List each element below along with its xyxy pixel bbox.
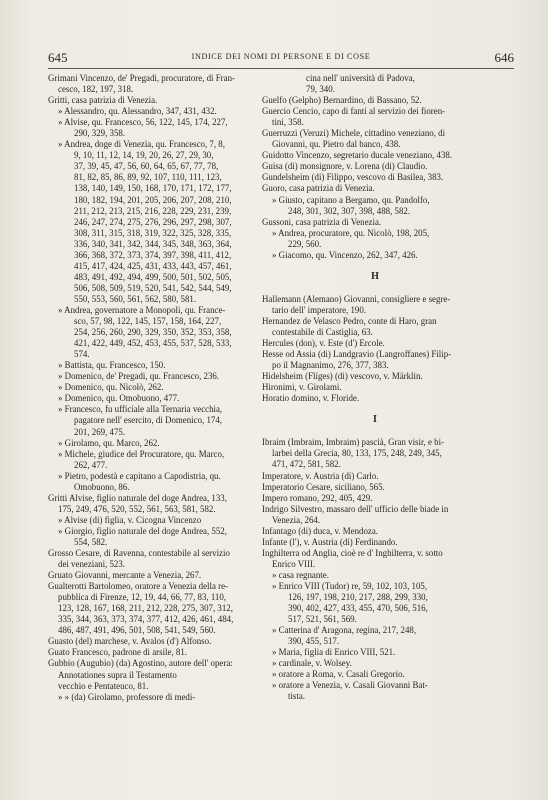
index-entry-line: Hallemann (Alemano) Giovanni, consigliere e segre- — [262, 293, 451, 304]
index-entry — [262, 316, 488, 338]
index-entry — [262, 195, 488, 217]
right-column — [262, 73, 488, 702]
index-entry-line: » Domenico, qu. Nicolò, 262. — [58, 382, 164, 393]
index-entry — [48, 581, 276, 636]
index-entry-line: tario dell' imperatore, 190. — [272, 304, 367, 315]
index-entry-line: Gritti, casa patrizia di Venezia. — [48, 95, 158, 106]
index-entry-line: Imperatorio Cesare, siciliano, 565. — [262, 481, 385, 492]
index-entry-line: po il Magnanimo, 276, 377, 383. — [272, 360, 389, 371]
index-entry-line: » Andrea, governatore a Monopoli, qu. France- — [58, 304, 226, 315]
index-entry — [48, 438, 276, 449]
index-entry-line: Guercio Cencio, capo di fanti al servizio dei fioren- — [262, 106, 446, 117]
index-entry-line: 81, 82, 85, 86, 89, 92, 107, 110, 111, 123, — [74, 172, 222, 183]
index-entry — [48, 371, 276, 382]
page-number-left: 645 — [48, 50, 68, 65]
running-title: INDICE DEI NOMI DI PERSONE E DI COSE — [191, 52, 371, 61]
index-entry-line: larbei della Grecia, 80, 133, 175, 248, 249, 345, — [272, 448, 442, 459]
index-entry — [48, 471, 276, 493]
index-entry — [262, 437, 488, 470]
index-entry — [48, 117, 276, 139]
index-entry — [48, 515, 276, 526]
index-entry-line: » Pietro, podestà e capitano a Capodistria, qu. — [58, 470, 221, 481]
index-entry-line: 335, 344, 363, 373, 374, 377, 412, 426, 461, 484, — [58, 614, 234, 625]
index-entry-line: Gruato Giovanni, mercante a Venezia, 267. — [48, 570, 202, 581]
index-entry-line: » Maria, figlia di Enrico VIII, 521. — [272, 647, 396, 658]
index-entry-line: vecchio e Pentateuco, 81. — [58, 680, 149, 691]
index-entry-line: Guato Francesco, padrone di arsile, 81. — [48, 647, 187, 658]
index-entry — [262, 217, 488, 228]
index-entry-line: Gubbio (Augubio) (da) Agostino, autore dell' opera: — [48, 658, 233, 669]
index-entry-line: Infantago (di) duca, v. Mendoza. — [262, 525, 378, 536]
index-entry-line: 9, 10, 11, 12, 14, 19, 20, 26, 27, 29, 30, — [74, 150, 214, 161]
index-entry — [262, 482, 488, 493]
index-entry-line: » Giusto, capitano a Bergamo, qu. Pandolfo, — [272, 194, 430, 205]
index-entry — [262, 548, 488, 570]
index-entry-line: 483, 491, 492, 494, 499, 500, 501, 502, 505, — [74, 271, 232, 282]
index-entry-line: » Michele, giudice del Procuratore, qu. Marco, — [58, 448, 225, 459]
index-entry-line: Impero romano, 292, 405, 429. — [262, 492, 373, 503]
index-entry-line: » Enrico VIII (Tudor) re, 59, 102, 103, 105, — [272, 580, 428, 591]
index-entry-line: 290, 329, 358. — [74, 128, 126, 139]
index-entry-line: » Domenico, de' Pregadi, qu. Francesco, 236. — [58, 371, 220, 382]
index-entry-line: Guidotto Vincenzo, segretario ducale veneziano, 438. — [262, 150, 453, 161]
index-entry-line: 517, 521, 561, 569. — [288, 614, 357, 625]
section-letter: I — [373, 414, 377, 426]
index-entry-line: Gualterotti Bartolomeo, oratore a Venezia della re- — [48, 581, 228, 592]
index-entry — [48, 360, 276, 371]
index-entry — [262, 128, 488, 150]
index-entry-line: Hesse od Assia (di) Landgravio (Langroffanes) Filip- — [262, 349, 452, 360]
index-entry-line: » oratore a Roma, v. Casali Gregorio. — [272, 669, 405, 680]
index-entry-line: 138, 140, 149, 150, 168, 170, 171, 172, 177, — [74, 183, 232, 194]
index-entry-line: Infante (l'), v. Austria (di) Ferdinando. — [262, 536, 398, 547]
index-entry-line: pubblica di Firenze, 12, 19, 44, 66, 77, 83, 110, — [58, 592, 227, 603]
index-entry — [262, 338, 488, 349]
index-entry — [262, 294, 488, 316]
index-entry-line: Gussoni, casa patrizia di Venezia. — [262, 216, 382, 227]
index-entry — [262, 625, 488, 647]
index-entry-line: » Girolamo, qu. Marco, 262. — [58, 437, 160, 448]
index-entry-line: Hernandez de Velasco Pedro, conte di Haro, gran — [262, 315, 437, 326]
index-entry — [262, 393, 488, 404]
index-entry-line: » Alessandro, qu. Alessandro, 347, 431, 432. — [58, 106, 217, 117]
index-entry-line: 574. — [74, 349, 90, 360]
section-letter: H — [371, 270, 379, 282]
index-entry-line: Guasto (del) marchese, v. Avalos (d') Alfonso. — [48, 636, 212, 647]
index-entry — [48, 636, 276, 647]
index-entry — [262, 526, 488, 537]
index-entry-line: 254, 256, 260, 290, 329, 350, 352, 353, 358, — [74, 327, 232, 338]
index-entry — [262, 493, 488, 504]
index-entry — [262, 471, 488, 482]
index-entry-line: pagatore nell' esercito, di Domenico, 174, — [74, 415, 222, 426]
index-entry — [262, 658, 488, 669]
index-entry — [262, 183, 488, 194]
index-entry-line: Grosso Cesare, di Ravenna, contestabile al servizio — [48, 548, 230, 559]
index-entry — [48, 647, 276, 658]
index-entry-line: 506, 508, 509, 519, 520, 541, 542, 544, 549, — [74, 282, 232, 293]
index-entry — [262, 161, 488, 172]
header-rule — [48, 68, 514, 69]
index-entry-line: » Andrea, doge di Venezia, qu. Francesco, 7, 8, — [58, 139, 225, 150]
index-entry-line: 262, 477. — [74, 459, 108, 470]
index-entry — [48, 404, 276, 437]
index-entry-line: 550, 553, 560, 561, 562, 580, 581. — [74, 293, 197, 304]
index-entry-line: Omobuono, 86. — [74, 481, 130, 492]
index-entry-line: Inghilterra od Anglia, cioè re d' Inghilterra, v. sotto — [262, 547, 443, 558]
index-entry — [48, 493, 276, 515]
index-entry — [48, 73, 276, 95]
index-entry — [262, 228, 488, 250]
index-entry-line: » Giorgio, figlio naturale del doge Andrea, 552, — [58, 525, 227, 536]
index-entry-line: » Battista, qu. Francesco, 150. — [58, 360, 166, 371]
index-entry-line: » casa regnante. — [272, 569, 329, 580]
index-entry-line: Imperatore, v. Austria (di) Carlo. — [262, 470, 379, 481]
index-entry — [262, 150, 488, 161]
index-entry — [262, 106, 488, 128]
index-entry-line: Guerruzzi (Veruzi) Michele, cittadino veneziano, di — [262, 128, 446, 139]
index-entry-line: tista. — [288, 691, 306, 702]
index-entry-line: Guoro, casa patrizia di Venezia. — [262, 183, 375, 194]
index-entry — [262, 250, 488, 261]
index-entry-line: 79, 340. — [306, 84, 335, 95]
index-entry-line: 554, 582. — [74, 536, 108, 547]
index-entry-line: 123, 128, 167, 168, 211, 212, 228, 275, 307, 312, — [58, 603, 233, 614]
index-entry-line: 246, 247, 274, 275, 276, 296, 297, 298, 307, — [74, 216, 232, 227]
index-entry — [48, 692, 276, 703]
index-entry-line: » Catterina d' Aragona, regina, 217, 248, — [272, 625, 417, 636]
index-entry-line: 471, 472, 581, 582. — [272, 459, 341, 470]
index-entry-line: » Andrea, procuratore, qu. Nicolò, 198, 205, — [272, 227, 430, 238]
index-entry — [262, 647, 488, 658]
index-entry — [262, 95, 488, 106]
index-entry-line: 211, 212, 213, 215, 216, 228, 229, 231, 239, — [74, 205, 232, 216]
index-entry-line: Ibraim (Imbraim, Imbraim) pascià, Gran visir, e bi- — [262, 437, 445, 448]
index-entry-line: » Alvise, qu. Francesco, 56, 122, 145, 174, 227, — [58, 117, 228, 128]
index-entry-line: Indrigo Silvestro, massaro dell' ufficio delle biade in — [262, 503, 449, 514]
index-entry — [262, 349, 488, 371]
index-entry-line: tini, 358. — [272, 117, 304, 128]
index-entry-line: Venezia, 264. — [272, 514, 321, 525]
index-entry-line: » cardinale, v. Wolsey. — [272, 658, 352, 669]
index-entry-line: 308, 311, 315, 318, 319, 322, 325, 328, 335, — [74, 227, 232, 238]
index-entry-line: 37, 39, 45, 47, 56, 60, 64, 65, 67, 77, 78, — [74, 161, 219, 172]
index-entry-line: sco, 57, 98, 122, 145, 157, 158, 164, 227, — [74, 316, 222, 327]
index-entry — [262, 680, 488, 702]
page-header — [48, 50, 514, 68]
index-entry-line: Horatio domino, v. Floride. — [262, 393, 360, 404]
index-entry-line: 175, 249, 476, 520, 552, 561, 563, 581, 582. — [58, 503, 216, 514]
index-entry-line: Hidelsheim (Flíges) (di) vescovo, v. Märklin. — [262, 371, 423, 382]
index-entry — [48, 106, 276, 117]
index-entry-line: Guelfo (Gelpho) Bernardino, di Bassano, 52. — [262, 95, 422, 106]
index-entry-line: dei veneziani, 523. — [58, 559, 126, 570]
index-entry — [48, 526, 276, 548]
index-entry — [48, 305, 276, 360]
index-entry — [48, 139, 276, 305]
index-entry — [262, 371, 488, 382]
index-entry — [262, 73, 488, 95]
index-entry-line: 366, 368, 372, 373, 374, 397, 398, 411, 412, — [74, 249, 232, 260]
index-entry-line: » Giacomo, qu. Vincenzo, 262, 347, 426. — [272, 249, 418, 260]
index-entry — [48, 393, 276, 404]
index-entry-line: Grimani Vincenzo, de' Pregadi, procuratore, di Fran- — [48, 73, 235, 83]
index-entry-line: Enrico VIII. — [272, 558, 316, 569]
index-entry-line: Guisa (di) monsignore, v. Lorena (di) Claudio. — [262, 161, 428, 172]
index-entry — [262, 382, 488, 393]
index-entry — [262, 537, 488, 548]
index-entry-line: 229, 560. — [288, 238, 322, 249]
page-number-right: 646 — [494, 50, 514, 65]
index-entry-line: Giovanni, qu. Pietro dal banco, 438. — [272, 139, 401, 150]
index-entry-line: 248, 301, 302, 307, 398, 488, 582. — [288, 205, 411, 216]
index-entry-line: » Francesco, fu ufficiale alla Ternaria vecchia, — [58, 404, 223, 415]
index-entry-line: Annotationes supra il Testamento — [58, 669, 177, 680]
index-entry-line: 201, 269, 475. — [74, 426, 126, 437]
index-entry — [262, 581, 488, 625]
index-entry-line: » Alvise (di) figlia, v. Cicogna Vincenzo — [58, 514, 202, 525]
index-entry-line: » oratore a Venezia, v. Casali Giovanni Bat- — [272, 680, 428, 691]
index-entry-line: contestabile di Castiglia, 63. — [272, 326, 373, 337]
index-entry-line: cesco, 182, 197, 318. — [58, 84, 134, 95]
index-entry — [48, 449, 276, 471]
index-entry — [262, 669, 488, 680]
index-entry-line: cina nell' università di Padova, — [306, 73, 415, 83]
index-entry-line: 390, 455, 517. — [288, 636, 340, 647]
index-entry-line: 421, 422, 449, 452, 453, 455, 537, 528, 533, — [74, 338, 232, 349]
index-entry-line: 486, 487, 491, 496, 501, 508, 541, 549, 560. — [58, 625, 216, 636]
index-entry-line: Gundelsheim (di) Filippo, vescovo di Basilea, 383. — [262, 172, 444, 183]
index-entry — [48, 382, 276, 393]
index-entry — [262, 172, 488, 183]
index-entry — [48, 658, 276, 691]
index-entry-line: Hironimi, v. Girolami. — [262, 382, 342, 393]
index-entry — [48, 95, 276, 106]
index-entry-line: Gritti Alvise, figlio naturale del doge Andrea, 133, — [48, 492, 227, 503]
index-entry-line: » » (da) Girolamo, professore di medi- — [58, 691, 196, 702]
index-entry-line: » Domenico, qu. Omobuono, 477. — [58, 393, 180, 404]
index-entry-line: 336, 340, 341, 342, 344, 345, 348, 363, 364, — [74, 238, 232, 249]
index-entry-line: 415, 417, 424, 425, 431, 433, 443, 457, 461, — [74, 260, 232, 271]
index-entry-line: Hercules (don), v. Este (d') Ercole. — [262, 338, 385, 349]
index-entry — [262, 570, 488, 581]
index-entry-line: 180, 182, 194, 201, 205, 206, 207, 208, 210, — [74, 194, 232, 205]
index-entry — [48, 570, 276, 581]
index-entry-line: 390, 402, 427, 433, 455, 470, 506, 516, — [288, 603, 428, 614]
index-entry-line: 126, 197, 198, 210, 217, 288, 299, 330, — [288, 592, 428, 603]
index-entry — [48, 548, 276, 570]
left-column — [48, 73, 276, 703]
index-entry — [262, 504, 488, 526]
